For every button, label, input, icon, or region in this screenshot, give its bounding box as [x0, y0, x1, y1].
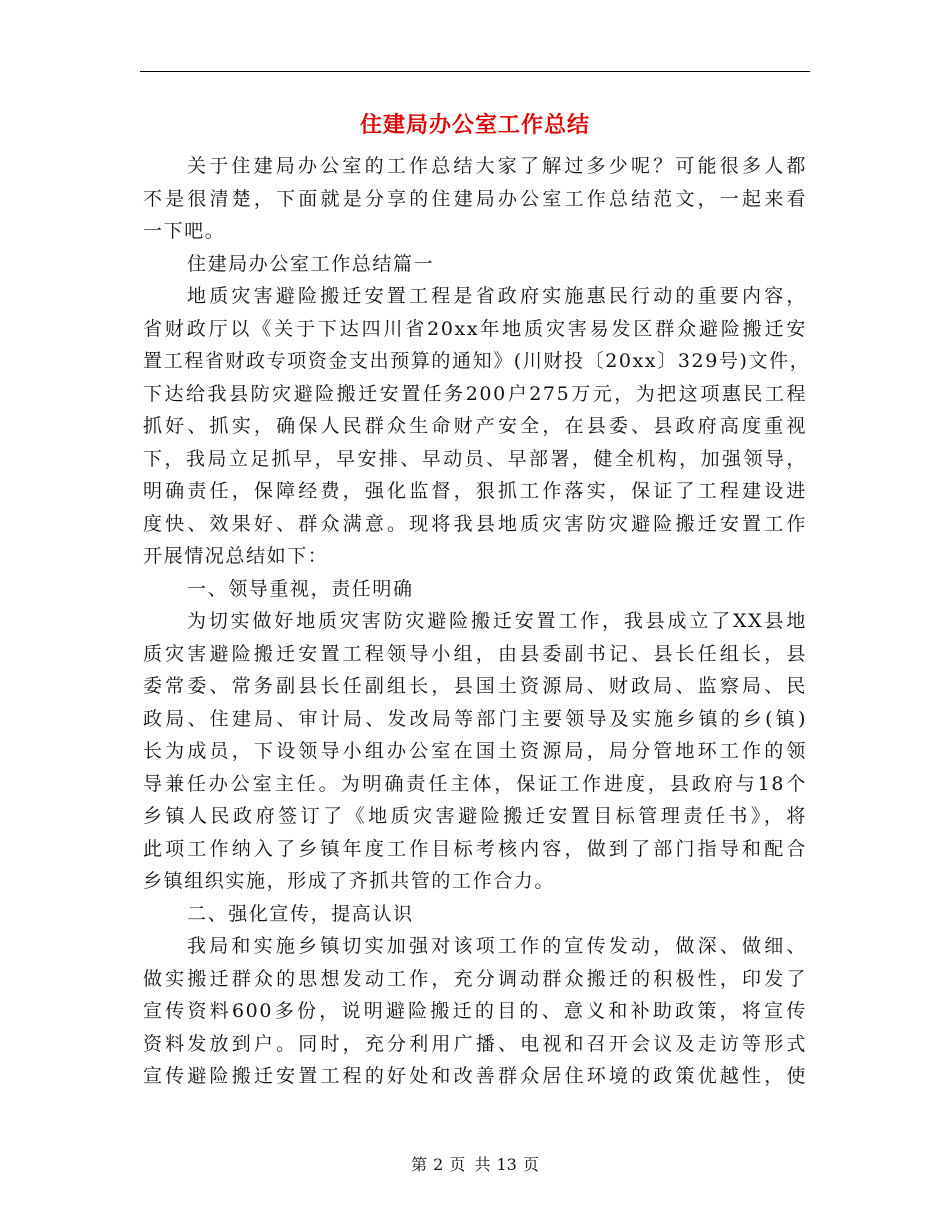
- text-line: 乡镇组织实施，形成了齐抓共管的工作合力。: [143, 870, 556, 892]
- text-line: 导兼任办公室主任。为明确责任主体，保证工作进度，县政府与18个: [143, 772, 807, 795]
- section-heading: 一、领导重视，责任明确: [187, 577, 414, 600]
- text-line: 度快、效果好、群众满意。现将我县地质灾害防灾避险搬迁安置工作: [143, 512, 807, 535]
- text-line: 委常委、常务副县长任副组长，县国土资源局、财政局、监察局、民: [143, 675, 807, 697]
- footer-page-number: 2: [433, 1155, 444, 1174]
- header-rule: [140, 71, 810, 72]
- text-line: 此项工作纳入了乡镇年度工作目标考核内容，做到了部门指导和配合: [143, 837, 807, 860]
- text-line: 省财政厅以《关于下达四川省20xx年地质灾害易发区群众避险搬迁安: [143, 317, 807, 340]
- text-line: 不是很清楚，下面就是分享的住建局办公室工作总结范文，一起来看: [143, 187, 807, 210]
- footer-prefix: 第: [411, 1155, 428, 1174]
- text-line: 宣传避险搬迁安置工程的好处和改善群众居住环境的政策优越性，使: [143, 1065, 807, 1087]
- text-line: 政局、住建局、审计局、发改局等部门主要领导及实施乡镇的乡(镇): [143, 707, 807, 730]
- text-line: 我局和实施乡镇切实加强对该项工作的宣传发动，做深、做细、: [187, 935, 807, 957]
- text-line: 质灾害避险搬迁安置工程领导小组，由县委副书记、县长任组长，县: [143, 642, 807, 665]
- footer-suffix: 页: [522, 1155, 539, 1174]
- text-line: 关于住建局办公室的工作总结大家了解过多少呢？可能很多人都: [187, 155, 807, 177]
- text-line: 乡镇人民政府签订了《地质灾害避险搬迁安置目标管理责任书》，将: [143, 805, 807, 827]
- text-line: 一下吧。: [143, 220, 226, 242]
- text-line: 置工程省财政专项资金支出预算的通知》(川财投〔20xx〕329号)文件，: [143, 350, 811, 372]
- section-heading: 住建局办公室工作总结篇一: [187, 252, 435, 275]
- text-line: 下，我局立足抓早，早安排、早动员、早部署，健全机构，加强领导，: [143, 447, 807, 470]
- section-heading: 二、强化宣传，提高认识: [187, 902, 414, 925]
- text-line: 长为成员，下设领导小组办公室在国土资源局，局分管地环工作的领: [143, 740, 807, 762]
- footer-middle: 页 共: [449, 1155, 491, 1174]
- document-title: 住建局办公室工作总结: [359, 112, 590, 138]
- text-line: 下达给我县防灾避险搬迁安置任务200户275万元，为把这项惠民工程: [143, 382, 807, 405]
- text-line: 明确责任，保障经费，强化监督，狠抓工作落实，保证了工程建设进: [143, 480, 807, 502]
- text-line: 地质灾害避险搬迁安置工程是省政府实施惠民行动的重要内容，: [187, 285, 807, 307]
- text-line: 宣传资料600多份，说明避险搬迁的目的、意义和补助政策，将宣传: [143, 1000, 807, 1022]
- document-body: [143, 150, 811, 1093]
- footer-total-pages: 13: [496, 1155, 517, 1174]
- text-line: 开展情况总结如下：: [143, 545, 329, 567]
- text-line: 为切实做好地质灾害防灾避险搬迁安置工作，我县成立了XX县地: [187, 610, 807, 632]
- text-line: 资料发放到户。同时，充分利用广播、电视和召开会议及走访等形式: [143, 1032, 807, 1055]
- page-footer: [0, 1153, 950, 1177]
- text-line: 做实搬迁群众的思想发动工作，充分调动群众搬迁的积极性，印发了: [143, 967, 807, 990]
- text-line: 抓好、抓实，确保人民群众生命财产安全，在县委、县政府高度重视: [143, 415, 807, 437]
